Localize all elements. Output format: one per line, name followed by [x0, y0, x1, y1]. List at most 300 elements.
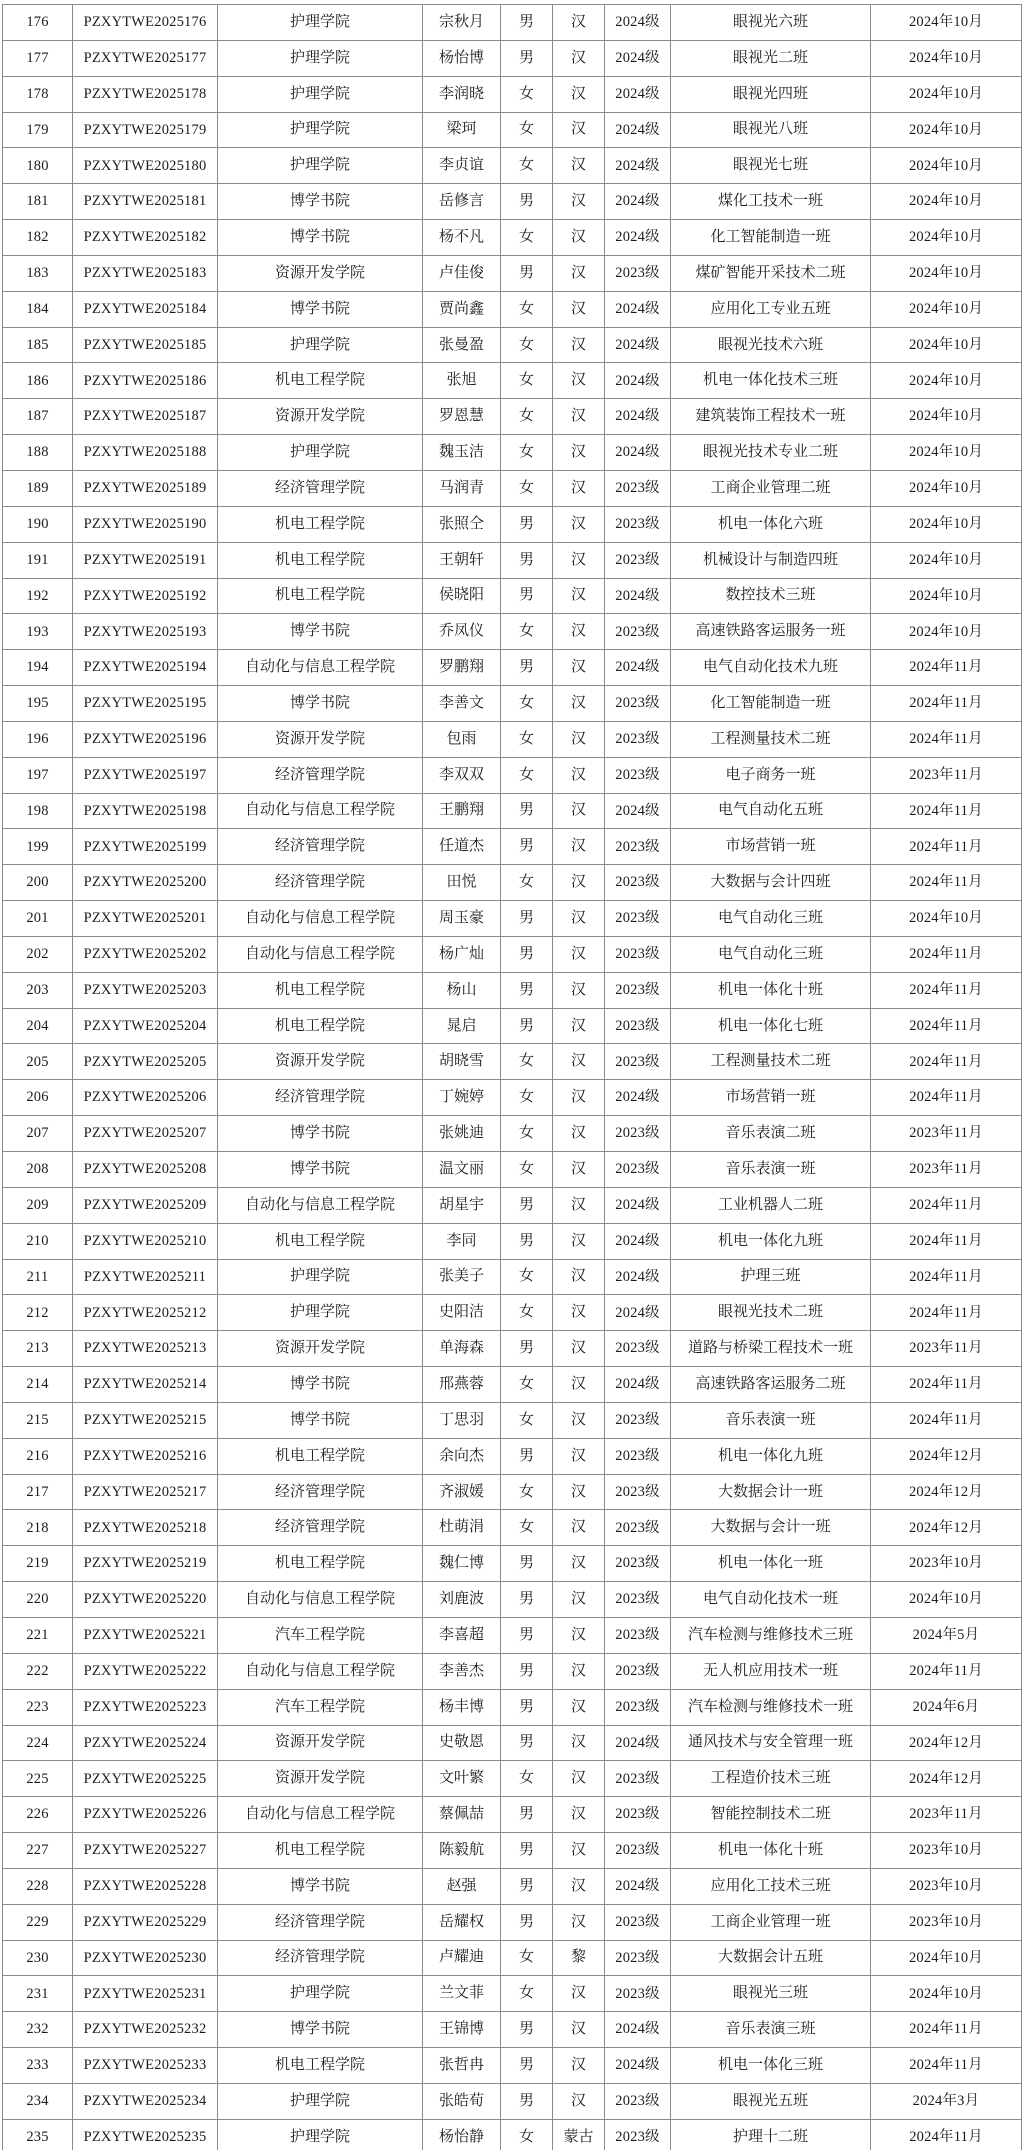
cell-grade: 2023级: [605, 829, 671, 865]
cell-ethnicity: 汉: [553, 721, 605, 757]
table-row: [3, 291, 1022, 327]
cell-class_name: 建筑装饰工程技术一班: [671, 399, 871, 435]
cell-name: 岳修言: [423, 184, 501, 220]
table-row: [3, 1868, 1022, 1904]
cell-grade: 2023级: [605, 2119, 671, 2150]
cell-ethnicity: 汉: [553, 578, 605, 614]
cell-name: 李善杰: [423, 1653, 501, 1689]
cell-ethnicity: 汉: [553, 112, 605, 148]
cell-gender: 女: [501, 112, 553, 148]
cell-name: 王锦博: [423, 2012, 501, 2048]
cell-seq: 218: [3, 1510, 73, 1546]
cell-gender: 女: [501, 1044, 553, 1080]
cell-seq: 197: [3, 757, 73, 793]
cell-name: 岳耀权: [423, 1904, 501, 1940]
cell-seq: 204: [3, 1008, 73, 1044]
cell-class_name: 通风技术与安全管理一班: [671, 1725, 871, 1761]
cell-grade: 2023级: [605, 255, 671, 291]
table-row: [3, 184, 1022, 220]
cell-id: PZXYTWE2025194: [73, 650, 218, 686]
cell-seq: 203: [3, 972, 73, 1008]
cell-grade: 2024级: [605, 1868, 671, 1904]
cell-seq: 212: [3, 1295, 73, 1331]
table-row: [3, 255, 1022, 291]
cell-gender: 女: [501, 1510, 553, 1546]
cell-grade: 2023级: [605, 1617, 671, 1653]
cell-id: PZXYTWE2025212: [73, 1295, 218, 1331]
cell-seq: 193: [3, 614, 73, 650]
cell-date: 2024年6月: [871, 1689, 1022, 1725]
table-row: [3, 435, 1022, 471]
table-row: [3, 757, 1022, 793]
cell-college: 机电工程学院: [218, 1438, 423, 1474]
cell-class_name: 数控技术三班: [671, 578, 871, 614]
cell-gender: 男: [501, 936, 553, 972]
cell-ethnicity: 汉: [553, 1438, 605, 1474]
cell-seq: 233: [3, 2048, 73, 2084]
cell-seq: 205: [3, 1044, 73, 1080]
cell-grade: 2023级: [605, 614, 671, 650]
cell-id: PZXYTWE2025199: [73, 829, 218, 865]
student-roster-body: [3, 5, 1022, 2150]
cell-seq: 226: [3, 1797, 73, 1833]
table-row: [3, 327, 1022, 363]
cell-class_name: 电气自动化三班: [671, 901, 871, 937]
cell-gender: 男: [501, 1653, 553, 1689]
cell-id: PZXYTWE2025190: [73, 506, 218, 542]
cell-ethnicity: 汉: [553, 399, 605, 435]
table-row: [3, 1904, 1022, 1940]
cell-college: 自动化与信息工程学院: [218, 936, 423, 972]
cell-college: 机电工程学院: [218, 578, 423, 614]
cell-grade: 2024级: [605, 435, 671, 471]
table-row: [3, 1689, 1022, 1725]
cell-id: PZXYTWE2025191: [73, 542, 218, 578]
cell-class_name: 工程造价技术三班: [671, 1761, 871, 1797]
cell-ethnicity: 汉: [553, 220, 605, 256]
cell-id: PZXYTWE2025178: [73, 76, 218, 112]
cell-gender: 女: [501, 1402, 553, 1438]
cell-seq: 191: [3, 542, 73, 578]
cell-grade: 2023级: [605, 2083, 671, 2119]
cell-id: PZXYTWE2025216: [73, 1438, 218, 1474]
table-row: [3, 2012, 1022, 2048]
cell-grade: 2023级: [605, 1438, 671, 1474]
cell-date: 2024年10月: [871, 901, 1022, 937]
cell-college: 机电工程学院: [218, 542, 423, 578]
cell-id: PZXYTWE2025210: [73, 1223, 218, 1259]
cell-college: 护理学院: [218, 5, 423, 41]
cell-ethnicity: 汉: [553, 435, 605, 471]
table-row: [3, 1438, 1022, 1474]
cell-gender: 男: [501, 1904, 553, 1940]
cell-seq: 227: [3, 1833, 73, 1869]
cell-id: PZXYTWE2025221: [73, 1617, 218, 1653]
cell-grade: 2023级: [605, 757, 671, 793]
cell-seq: 219: [3, 1546, 73, 1582]
cell-seq: 200: [3, 865, 73, 901]
cell-class_name: 高速铁路客运服务二班: [671, 1367, 871, 1403]
cell-ethnicity: 汉: [553, 1331, 605, 1367]
cell-date: 2023年10月: [871, 1868, 1022, 1904]
cell-seq: 210: [3, 1223, 73, 1259]
cell-ethnicity: 黎: [553, 1940, 605, 1976]
cell-name: 李善文: [423, 686, 501, 722]
cell-seq: 184: [3, 291, 73, 327]
cell-id: PZXYTWE2025197: [73, 757, 218, 793]
cell-id: PZXYTWE2025203: [73, 972, 218, 1008]
cell-gender: 男: [501, 542, 553, 578]
cell-ethnicity: 汉: [553, 901, 605, 937]
cell-id: PZXYTWE2025222: [73, 1653, 218, 1689]
cell-gender: 女: [501, 757, 553, 793]
cell-ethnicity: 汉: [553, 327, 605, 363]
cell-grade: 2023级: [605, 686, 671, 722]
cell-class_name: 无人机应用技术一班: [671, 1653, 871, 1689]
cell-class_name: 音乐表演一班: [671, 1402, 871, 1438]
cell-gender: 男: [501, 1725, 553, 1761]
cell-grade: 2023级: [605, 1582, 671, 1618]
cell-college: 博学书院: [218, 184, 423, 220]
cell-date: 2024年11月: [871, 1044, 1022, 1080]
cell-gender: 男: [501, 1008, 553, 1044]
cell-college: 机电工程学院: [218, 1833, 423, 1869]
table-row: [3, 1474, 1022, 1510]
cell-name: 包雨: [423, 721, 501, 757]
cell-date: 2024年10月: [871, 5, 1022, 41]
cell-grade: 2023级: [605, 901, 671, 937]
cell-id: PZXYTWE2025182: [73, 220, 218, 256]
table-row: [3, 1833, 1022, 1869]
cell-name: 李喜超: [423, 1617, 501, 1653]
cell-gender: 女: [501, 1367, 553, 1403]
cell-college: 经济管理学院: [218, 865, 423, 901]
cell-ethnicity: 汉: [553, 2083, 605, 2119]
cell-gender: 女: [501, 148, 553, 184]
cell-name: 齐淑媛: [423, 1474, 501, 1510]
cell-id: PZXYTWE2025233: [73, 2048, 218, 2084]
table-row: [3, 972, 1022, 1008]
cell-id: PZXYTWE2025235: [73, 2119, 218, 2150]
cell-name: 张哲冉: [423, 2048, 501, 2084]
cell-date: 2023年10月: [871, 1833, 1022, 1869]
cell-seq: 215: [3, 1402, 73, 1438]
cell-id: PZXYTWE2025180: [73, 148, 218, 184]
cell-class_name: 眼视光四班: [671, 76, 871, 112]
cell-date: 2024年12月: [871, 1725, 1022, 1761]
cell-grade: 2024级: [605, 1295, 671, 1331]
cell-seq: 198: [3, 793, 73, 829]
cell-id: PZXYTWE2025205: [73, 1044, 218, 1080]
cell-seq: 202: [3, 936, 73, 972]
cell-date: 2023年11月: [871, 1797, 1022, 1833]
cell-seq: 196: [3, 721, 73, 757]
cell-date: 2024年12月: [871, 1438, 1022, 1474]
cell-grade: 2024级: [605, 578, 671, 614]
cell-name: 周玉豪: [423, 901, 501, 937]
cell-college: 护理学院: [218, 435, 423, 471]
cell-ethnicity: 汉: [553, 757, 605, 793]
cell-gender: 女: [501, 686, 553, 722]
cell-college: 经济管理学院: [218, 1904, 423, 1940]
cell-ethnicity: 蒙古: [553, 2119, 605, 2150]
cell-ethnicity: 汉: [553, 542, 605, 578]
cell-class_name: 护理三班: [671, 1259, 871, 1295]
cell-id: PZXYTWE2025209: [73, 1187, 218, 1223]
cell-gender: 女: [501, 1295, 553, 1331]
cell-date: 2023年11月: [871, 757, 1022, 793]
cell-name: 李双双: [423, 757, 501, 793]
cell-date: 2024年10月: [871, 220, 1022, 256]
cell-date: 2024年11月: [871, 1008, 1022, 1044]
cell-date: 2024年10月: [871, 40, 1022, 76]
cell-name: 马润青: [423, 470, 501, 506]
cell-college: 自动化与信息工程学院: [218, 1653, 423, 1689]
table-row: [3, 542, 1022, 578]
cell-name: 张姚迪: [423, 1116, 501, 1152]
cell-college: 护理学院: [218, 112, 423, 148]
cell-date: 2023年10月: [871, 1904, 1022, 1940]
cell-id: PZXYTWE2025198: [73, 793, 218, 829]
cell-date: 2024年11月: [871, 936, 1022, 972]
cell-name: 史阳洁: [423, 1295, 501, 1331]
cell-date: 2024年10月: [871, 1582, 1022, 1618]
cell-gender: 男: [501, 1868, 553, 1904]
cell-college: 护理学院: [218, 327, 423, 363]
cell-seq: 199: [3, 829, 73, 865]
cell-id: PZXYTWE2025195: [73, 686, 218, 722]
cell-id: PZXYTWE2025208: [73, 1152, 218, 1188]
cell-gender: 男: [501, 901, 553, 937]
cell-seq: 185: [3, 327, 73, 363]
table-row: [3, 2048, 1022, 2084]
cell-gender: 男: [501, 506, 553, 542]
cell-seq: 206: [3, 1080, 73, 1116]
cell-grade: 2023级: [605, 506, 671, 542]
cell-date: 2024年10月: [871, 1976, 1022, 2012]
cell-gender: 女: [501, 1761, 553, 1797]
cell-name: 胡星宇: [423, 1187, 501, 1223]
cell-gender: 女: [501, 470, 553, 506]
cell-ethnicity: 汉: [553, 865, 605, 901]
cell-seq: 192: [3, 578, 73, 614]
cell-gender: 男: [501, 829, 553, 865]
cell-class_name: 眼视光七班: [671, 148, 871, 184]
cell-class_name: 煤化工技术一班: [671, 184, 871, 220]
table-row: [3, 829, 1022, 865]
cell-class_name: 汽车检测与维修技术三班: [671, 1617, 871, 1653]
cell-grade: 2023级: [605, 865, 671, 901]
cell-class_name: 音乐表演一班: [671, 1152, 871, 1188]
cell-college: 机电工程学院: [218, 506, 423, 542]
cell-grade: 2024级: [605, 363, 671, 399]
table-row: [3, 1653, 1022, 1689]
table-row: [3, 1725, 1022, 1761]
cell-ethnicity: 汉: [553, 829, 605, 865]
cell-id: PZXYTWE2025188: [73, 435, 218, 471]
cell-college: 资源开发学院: [218, 721, 423, 757]
cell-date: 2024年11月: [871, 721, 1022, 757]
cell-seq: 213: [3, 1331, 73, 1367]
cell-ethnicity: 汉: [553, 972, 605, 1008]
table-row: [3, 1940, 1022, 1976]
table-row: [3, 399, 1022, 435]
cell-class_name: 机电一体化十班: [671, 1833, 871, 1869]
cell-class_name: 煤矿智能开采技术二班: [671, 255, 871, 291]
cell-id: PZXYTWE2025192: [73, 578, 218, 614]
cell-id: PZXYTWE2025177: [73, 40, 218, 76]
cell-college: 护理学院: [218, 1259, 423, 1295]
cell-college: 经济管理学院: [218, 1080, 423, 1116]
cell-grade: 2024级: [605, 793, 671, 829]
cell-name: 张皓荀: [423, 2083, 501, 2119]
cell-class_name: 眼视光技术六班: [671, 327, 871, 363]
cell-gender: 男: [501, 650, 553, 686]
cell-ethnicity: 汉: [553, 1402, 605, 1438]
cell-seq: 186: [3, 363, 73, 399]
cell-date: 2024年11月: [871, 829, 1022, 865]
cell-ethnicity: 汉: [553, 40, 605, 76]
cell-class_name: 大数据与会计四班: [671, 865, 871, 901]
cell-id: PZXYTWE2025227: [73, 1833, 218, 1869]
cell-seq: 216: [3, 1438, 73, 1474]
cell-grade: 2024级: [605, 650, 671, 686]
cell-ethnicity: 汉: [553, 1367, 605, 1403]
cell-gender: 男: [501, 2048, 553, 2084]
cell-class_name: 化工智能制造一班: [671, 220, 871, 256]
cell-id: PZXYTWE2025207: [73, 1116, 218, 1152]
table-row: [3, 1295, 1022, 1331]
cell-date: 2024年10月: [871, 363, 1022, 399]
table-row: [3, 1259, 1022, 1295]
cell-ethnicity: 汉: [553, 936, 605, 972]
cell-class_name: 大数据会计一班: [671, 1474, 871, 1510]
cell-class_name: 应用化工专业五班: [671, 291, 871, 327]
cell-grade: 2024级: [605, 327, 671, 363]
cell-ethnicity: 汉: [553, 1976, 605, 2012]
cell-grade: 2023级: [605, 721, 671, 757]
cell-seq: 222: [3, 1653, 73, 1689]
table-row: [3, 1080, 1022, 1116]
cell-ethnicity: 汉: [553, 1725, 605, 1761]
cell-class_name: 工业机器人二班: [671, 1187, 871, 1223]
table-row: [3, 220, 1022, 256]
cell-id: PZXYTWE2025220: [73, 1582, 218, 1618]
cell-ethnicity: 汉: [553, 1259, 605, 1295]
cell-college: 博学书院: [218, 614, 423, 650]
cell-ethnicity: 汉: [553, 1761, 605, 1797]
cell-name: 晁启: [423, 1008, 501, 1044]
cell-college: 机电工程学院: [218, 1546, 423, 1582]
cell-name: 卢佳俊: [423, 255, 501, 291]
table-row: [3, 2119, 1022, 2150]
cell-gender: 女: [501, 721, 553, 757]
cell-college: 自动化与信息工程学院: [218, 793, 423, 829]
cell-ethnicity: 汉: [553, 506, 605, 542]
cell-ethnicity: 汉: [553, 650, 605, 686]
cell-id: PZXYTWE2025229: [73, 1904, 218, 1940]
cell-gender: 男: [501, 1187, 553, 1223]
cell-class_name: 工程测量技术二班: [671, 721, 871, 757]
table-row: [3, 506, 1022, 542]
cell-college: 护理学院: [218, 76, 423, 112]
cell-ethnicity: 汉: [553, 1187, 605, 1223]
cell-date: 2024年11月: [871, 1367, 1022, 1403]
cell-date: 2024年10月: [871, 506, 1022, 542]
cell-gender: 女: [501, 327, 553, 363]
cell-seq: 231: [3, 1976, 73, 2012]
cell-class_name: 高速铁路客运服务一班: [671, 614, 871, 650]
cell-name: 李润晓: [423, 76, 501, 112]
cell-ethnicity: 汉: [553, 793, 605, 829]
cell-date: 2024年11月: [871, 1080, 1022, 1116]
cell-ethnicity: 汉: [553, 1116, 605, 1152]
cell-seq: 195: [3, 686, 73, 722]
cell-name: 邢燕蓉: [423, 1367, 501, 1403]
cell-name: 杨怡博: [423, 40, 501, 76]
cell-ethnicity: 汉: [553, 1546, 605, 1582]
cell-gender: 男: [501, 1223, 553, 1259]
table-row: [3, 578, 1022, 614]
cell-college: 经济管理学院: [218, 757, 423, 793]
cell-date: 2024年10月: [871, 76, 1022, 112]
cell-ethnicity: 汉: [553, 255, 605, 291]
cell-id: PZXYTWE2025223: [73, 1689, 218, 1725]
cell-grade: 2023级: [605, 1152, 671, 1188]
cell-seq: 178: [3, 76, 73, 112]
cell-gender: 女: [501, 399, 553, 435]
table-row: [3, 1582, 1022, 1618]
cell-class_name: 道路与桥梁工程技术一班: [671, 1331, 871, 1367]
cell-grade: 2024级: [605, 399, 671, 435]
cell-date: 2024年10月: [871, 291, 1022, 327]
cell-ethnicity: 汉: [553, 363, 605, 399]
cell-date: 2024年10月: [871, 470, 1022, 506]
table-row: [3, 1008, 1022, 1044]
cell-id: PZXYTWE2025206: [73, 1080, 218, 1116]
cell-id: PZXYTWE2025218: [73, 1510, 218, 1546]
cell-college: 博学书院: [218, 1367, 423, 1403]
table-row: [3, 148, 1022, 184]
cell-class_name: 电气自动化五班: [671, 793, 871, 829]
cell-seq: 201: [3, 901, 73, 937]
cell-grade: 2024级: [605, 1725, 671, 1761]
cell-date: 2024年10月: [871, 399, 1022, 435]
cell-date: 2024年10月: [871, 542, 1022, 578]
cell-seq: 211: [3, 1259, 73, 1295]
cell-date: 2024年11月: [871, 1223, 1022, 1259]
cell-seq: 179: [3, 112, 73, 148]
cell-grade: 2024级: [605, 5, 671, 41]
cell-college: 机电工程学院: [218, 1008, 423, 1044]
cell-name: 杜萌涓: [423, 1510, 501, 1546]
cell-ethnicity: 汉: [553, 614, 605, 650]
cell-gender: 男: [501, 1546, 553, 1582]
cell-college: 资源开发学院: [218, 399, 423, 435]
cell-seq: 223: [3, 1689, 73, 1725]
cell-gender: 女: [501, 1259, 553, 1295]
cell-class_name: 眼视光八班: [671, 112, 871, 148]
cell-gender: 男: [501, 578, 553, 614]
cell-date: 2024年10月: [871, 435, 1022, 471]
cell-class_name: 化工智能制造一班: [671, 686, 871, 722]
table-row: [3, 1223, 1022, 1259]
cell-seq: 225: [3, 1761, 73, 1797]
cell-grade: 2023级: [605, 1653, 671, 1689]
cell-gender: 男: [501, 793, 553, 829]
cell-date: 2024年11月: [871, 1295, 1022, 1331]
cell-class_name: 汽车检测与维修技术一班: [671, 1689, 871, 1725]
